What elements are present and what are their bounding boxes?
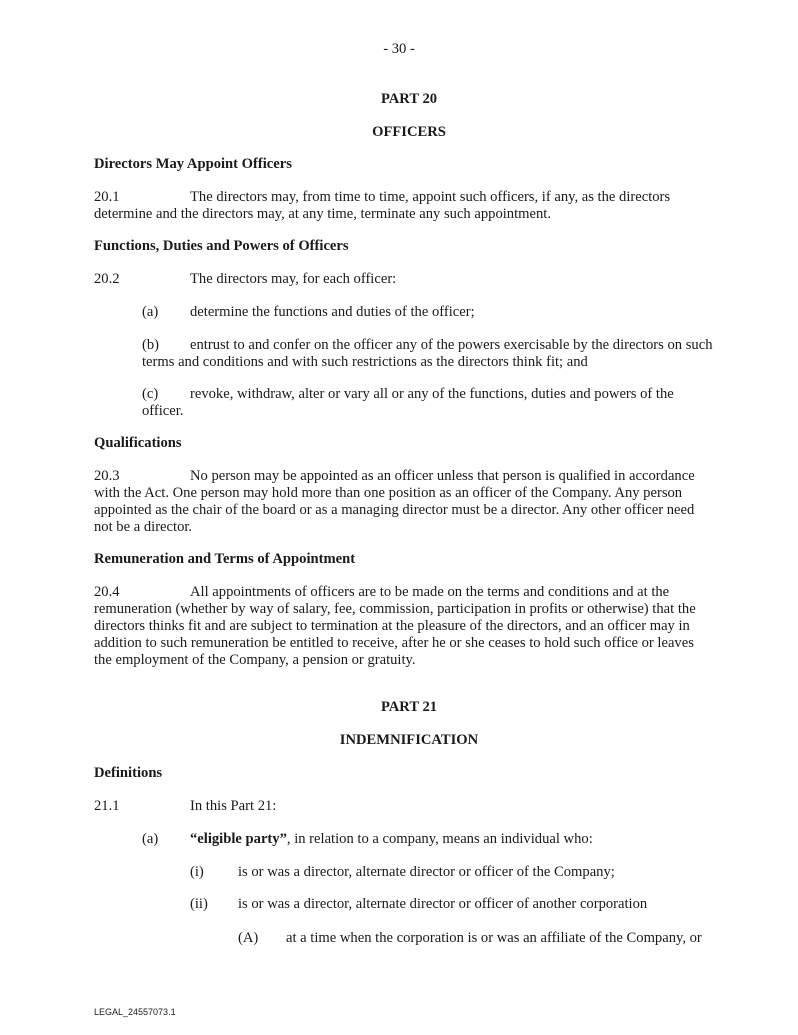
item-label: (i) <box>190 864 204 880</box>
page-number: - 30 - <box>383 41 415 57</box>
sub-item-ii: (ii) is or was a director, alternate director or officer of another corporation <box>190 896 648 912</box>
definition-eligible-party: (a) “eligible party”, in relation to a company, means an individual who: <box>142 831 593 847</box>
item-20-2-c: (c) revoke, withdraw, alter or vary all or any of the functions, duties and powers of the officer. <box>142 386 674 419</box>
section-heading-remuneration: Remuneration and Terms of Appointment <box>94 551 356 567</box>
item-label: (ii) <box>190 896 208 912</box>
paragraph-20-3: 20.3 No person may be appointed as an officer unless that person is qualified in accordance with the Act. One person may hold more than one position as an officer of the Company. Any person appointed as the chair of the board or as a managing director must be a director. Any other officer need not be a director. <box>94 468 695 535</box>
item-20-2-b: (b) entrust to and confer on the officer any of the powers exercisable by the directors on such terms and conditions and with such restrictions as the directors think fit; and <box>142 337 713 370</box>
item-label: (a) <box>142 304 159 320</box>
section-heading-functions: Functions, Duties and Powers of Officers <box>94 238 349 254</box>
paragraph-20-2: 20.2 The directors may, for each officer: <box>94 271 397 287</box>
document-footer-id: LEGAL_24557073.1 <box>94 1007 176 1017</box>
item-label: (a) <box>142 831 159 847</box>
paragraph-number: 21.1 <box>94 798 120 814</box>
sub-item-i: (i) is or was a director, alternate director or officer of the Company; <box>190 864 615 880</box>
part-21-subtitle: INDEMNIFICATION <box>339 732 479 748</box>
section-heading-definitions: Definitions <box>94 765 163 781</box>
paragraph-number: 20.1 <box>94 189 120 205</box>
item-label: (c) <box>142 386 159 402</box>
paragraph-21-1: 21.1 In this Part 21: <box>94 798 277 814</box>
paragraph-number: 20.3 <box>94 468 120 484</box>
section-heading-appoint-officers: Directors May Appoint Officers <box>94 156 292 172</box>
sub-sub-item-A: (A) at a time when the corporation is or was an affiliate of the Company, or <box>238 930 702 946</box>
defined-term: “eligible party” <box>190 831 287 847</box>
part-21-title: PART 21 <box>380 699 438 715</box>
item-20-2-a: (a) determine the functions and duties of the officer; <box>142 304 475 320</box>
part-20-title: PART 20 <box>380 91 438 107</box>
item-label: (b) <box>142 337 160 353</box>
item-label: (A) <box>238 930 259 946</box>
paragraph-20-4: 20.4 All appointments of officers are to be made on the terms and conditions and at the remuneration (whether by way of salary, fee, commission, participation in profits or otherwise) that the directors thinks fit and are subject to termination at the pleasure of the directors, and an officer may in addition to such remuneration be entitled to receive, after he or she ceases to hold such office or leaves the employment of the Company, a pension or gratuity. <box>94 584 696 668</box>
section-heading-qualifications: Qualifications <box>94 435 182 451</box>
part-20-subtitle: OFFICERS <box>372 124 446 140</box>
paragraph-number: 20.2 <box>94 271 120 287</box>
paragraph-20-1: 20.1 The directors may, from time to time, appoint such officers, if any, as the directors determine and the directors may, at any time, terminate any such appointment. <box>94 189 671 222</box>
paragraph-number: 20.4 <box>94 584 120 600</box>
